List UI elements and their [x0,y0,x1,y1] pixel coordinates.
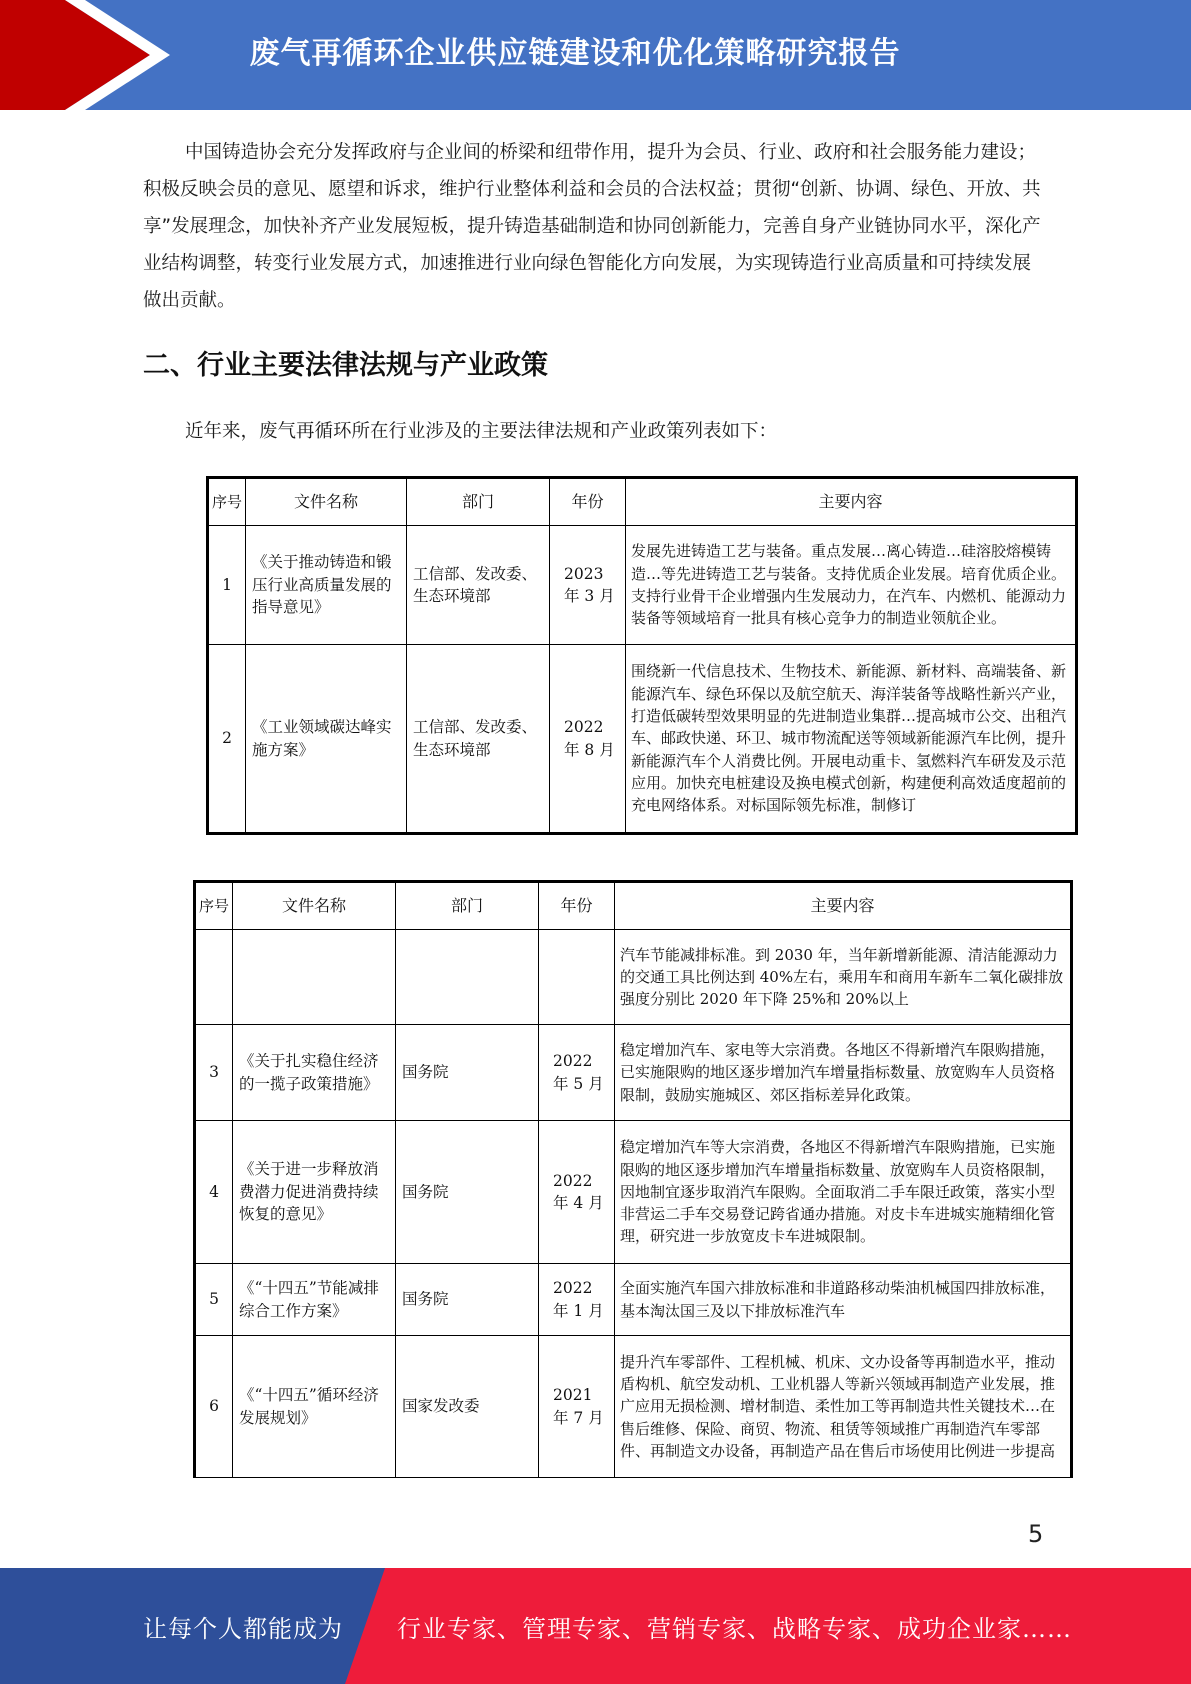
row-dept: 国务院 [396,1121,539,1264]
row-name: 《关于进一步释放消费潜力促进消费持续恢复的意见》 [233,1121,396,1264]
row-year: 2023 年 3 月 [550,526,626,645]
row-name: 《“十四五”循环经济发展规划》 [233,1336,396,1478]
header-no: 序号 [195,882,233,930]
row-year: 2021 年 7 月 [539,1336,615,1478]
section-heading: 二、行业主要法律法规与产业政策 [143,350,548,381]
page-number: 5 [1028,1520,1044,1548]
header-dept: 部门 [407,478,550,526]
table-row [195,1025,1072,1121]
row-content: 全面实施汽车国六排放标准和非道路移动柴油机械国四排放标准，基本淘汰国三及以下排放标准汽车 [615,1264,1072,1336]
section-intro: 近年来，废气再循环所在行业涉及的主要法律法规和产业政策列表如下： [185,421,778,442]
row-dept: 工信部、发改委、生态环境部 [407,645,550,834]
footer-slogan-left: 让每个人都能成为 [143,1614,343,1643]
header-year: 年份 [539,882,615,930]
row-name: 《“十四五”节能减排综合工作方案》 [233,1264,396,1336]
header-name: 文件名称 [246,478,407,526]
row-dept: 工信部、发改委、生态环境部 [407,526,550,645]
header-year: 年份 [550,478,626,526]
row-no: 2 [208,645,246,834]
report-title: 废气再循环企业供应链建设和优化策略研究报告 [249,36,901,71]
row-name [233,930,396,1025]
table-row [195,1336,1072,1478]
row-no: 6 [195,1336,233,1478]
table-row [208,526,1077,645]
header-no: 序号 [208,478,246,526]
row-name: 《关于推动铸造和锻压行业高质量发展的指导意见》 [246,526,407,645]
row-no: 5 [195,1264,233,1336]
table-row [195,1264,1072,1336]
policy-table-1 [206,476,1078,835]
row-name: 《工业领域碳达峰实施方案》 [246,645,407,834]
header-name: 文件名称 [233,882,396,930]
row-year [539,930,615,1025]
row-name: 《关于扎实稳住经济的一揽子政策措施》 [233,1025,396,1121]
row-no: 3 [195,1025,233,1121]
page-footer [0,1568,1191,1684]
header-content: 主要内容 [615,882,1072,930]
row-no [195,930,233,1025]
row-content: 围绕新一代信息技术、生物技术、新能源、新材料、高端装备、新能源汽车、绿色环保以及航空航天、海洋装备等战略性新兴产业，打造低碳转型效果明显的先进制造业集群…提高城市公交、出租汽车、邮政快递、环卫、城市物流配送等领域新能源汽车比例，提升新能源汽车个人消费比例。开展电动重卡、氢燃料汽车研发及示范应用。加快充电桩建设及换电模式创新，构建便利高效适度超前的充电网络体系。对标国际领先标准，制修订 [626,645,1077,834]
row-no: 1 [208,526,246,645]
row-content: 稳定增加汽车等大宗消费，各地区不得新增汽车限购措施，已实施限购的地区逐步增加汽车增量指标数量、放宽购车人员资格限制，因地制宜逐步取消汽车限购。全面取消二手车限迁政策，落实小型非营运二手车交易登记跨省通办措施。对皮卡车进城实施精细化管理，研究进一步放宽皮卡车进城限制。 [615,1121,1072,1264]
row-content: 汽车节能减排标准。到 2030 年，当年新增新能源、清洁能源动力的交通工具比例达到 40%左右，乘用车和商用车新车二氧化碳排放强度分别比 2020 年下降 25%和 20%以上 [615,930,1072,1025]
header-dept: 部门 [396,882,539,930]
header-content: 主要内容 [626,478,1077,526]
table-row [208,645,1077,834]
policy-table-2 [193,880,1073,1478]
row-year: 2022 年 4 月 [539,1121,615,1264]
row-content: 提升汽车零部件、工程机械、机床、文办设备等再制造水平，推动盾构机、航空发动机、工业机器人等新兴领域再制造产业发展，推广应用无损检测、增材制造、柔性加工等再制造共性关键技术…在售后维修、保险、商贸、物流、租赁等领域推广再制造汽车零部件、再制造文办设备，再制造产品在售后市场使用比例进一步提高 [615,1336,1072,1478]
row-dept: 国家发改委 [396,1336,539,1478]
row-year: 2022 年 1 月 [539,1264,615,1336]
row-content: 稳定增加汽车、家电等大宗消费。各地区不得新增汽车限购措施，已实施限购的地区逐步增加汽车增量指标数量、放宽购车人员资格限制，鼓励实施城区、郊区指标差异化政策。 [615,1025,1072,1121]
row-no: 4 [195,1121,233,1264]
table-row [195,1121,1072,1264]
footer-slogan-right: 行业专家、管理专家、营销专家、战略专家、成功企业家…… [397,1614,1072,1643]
page-header [0,0,1191,110]
row-year: 2022 年 8 月 [550,645,626,834]
intro-paragraph: 中国铸造协会充分发挥政府与企业间的桥梁和纽带作用，提升为会员、行业、政府和社会服务能力建设；积极反映会员的意见、愿望和诉求，维护行业整体利益和会员的合法权益；贯彻“创新、协调、绿色、开放、共享”发展理念，加快补齐产业发展短板，提升铸造基础制造和协同创新能力，完善自身产业链协同水平，深化产业结构调整，转变行业发展方式，加速推进行业向绿色智能化方向发展，为实现铸造行业高质量和可持续发展做出贡献。 [143,142,1041,311]
table-row [195,930,1072,1025]
row-dept [396,930,539,1025]
row-dept: 国务院 [396,1025,539,1121]
row-dept: 国务院 [396,1264,539,1336]
row-year: 2022 年 5 月 [539,1025,615,1121]
row-content: 发展先进铸造工艺与装备。重点发展…离心铸造…硅溶胶熔模铸造…等先进铸造工艺与装备。支持优质企业发展。培育优质企业。支持行业骨干企业增强内生发展动力，在汽车、内燃机、能源动力装备等领域培育一批具有核心竞争力的制造业领航企业。 [626,526,1077,645]
